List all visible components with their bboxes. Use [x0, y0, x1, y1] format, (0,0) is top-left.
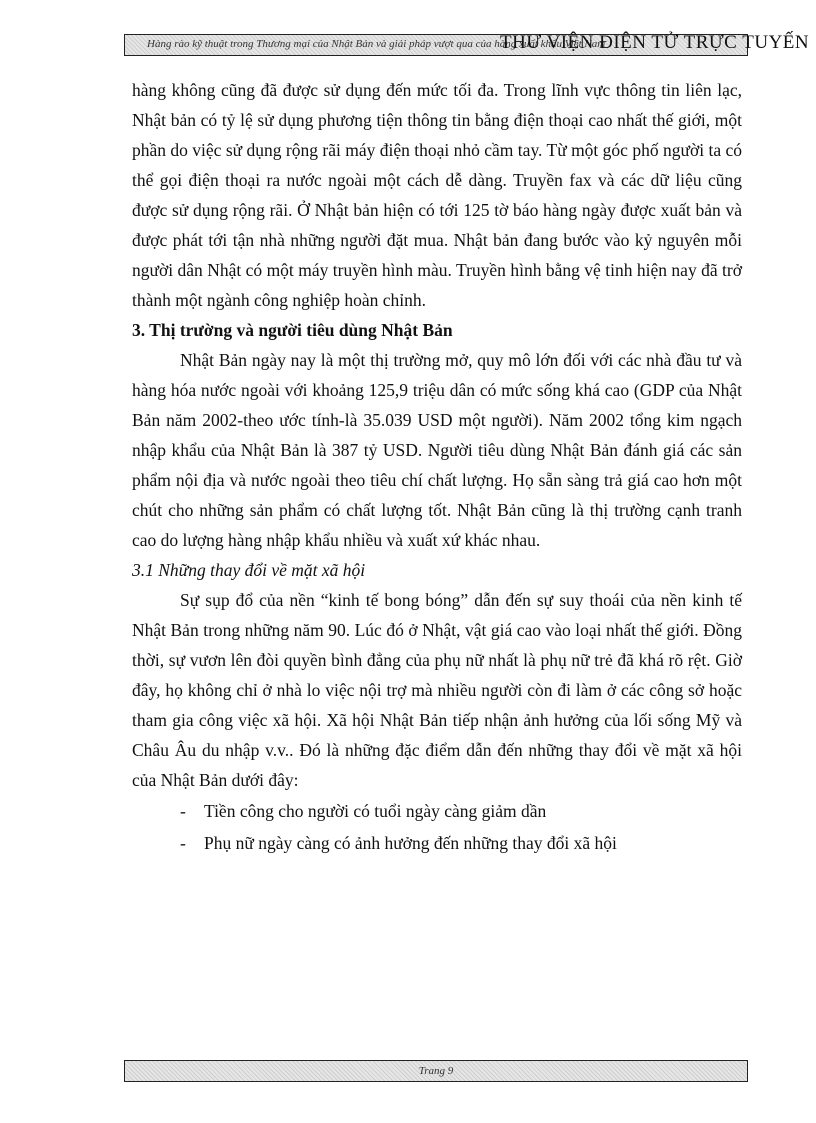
list-item: [132, 795, 742, 827]
page-body: [132, 75, 742, 859]
header-title: Hàng rào kỹ thuật trong Thương mại của Nhật Bản và giải pháp vượt qua của hàng xuất khẩu Việt Nam: [147, 38, 606, 50]
bullet-dash: -: [180, 801, 186, 821]
section-heading-3: 3. Thị trường và người tiêu dùng Nhật Bản: [132, 320, 453, 340]
list-item-text: Phụ nữ ngày càng có ảnh hưởng đến những thay đổi xã hội: [204, 833, 617, 853]
bullet-dash: -: [180, 833, 186, 853]
paragraph-social-changes: Sự sụp đổ của nền “kinh tế bong bóng” dẫn đến sự suy thoái của nền kinh tế Nhật Bản trong những năm 90. Lúc đó ở Nhật, vật giá cao vào loại nhất thế giới. Đồng thời, sự vươn lên đòi quyền bình đẳng của phụ nữ nhất là phụ nữ trẻ đã khá rõ rệt. Giờ đây, họ không chỉ ở nhà lo việc nội trợ mà nhiều người còn đi làm ở các công sở hoặc tham gia công việc xã hội. Xã hội Nhật Bản tiếp nhận ảnh hưởng của lối sống Mỹ và Châu Âu du nhập v.v.. Đó là những đặc điểm dẫn đến những thay đổi về mặt xã hội của Nhật Bản dưới đây:: [132, 590, 742, 790]
page-number: Trang 9: [418, 1065, 454, 1077]
subsection-heading-3-1: 3.1 Những thay đổi về mặt xã hội: [132, 560, 366, 580]
paragraph-telecom: hàng không cũng đã được sử dụng đến mức tối đa. Trong lĩnh vực thông tin liên lạc, Nhật bản có tỷ lệ sử dụng phương tiện thông tin bằng điện thoại cao nhất thế giới, một phần do việc sử dụng rộng rãi máy điện thoại nhỏ cầm tay. Từ một góc phố người ta có thể gọi điện thoại ra nước ngoài một cách dễ dàng. Truyền fax và các dữ liệu cũng được sử dụng rộng rãi. Ở Nhật bản hiện có tới 125 tờ báo hàng ngày được xuất bản và được phát tới tận nhà những người đặt mua. Nhật bản đang bước vào kỷ nguyên mỗi người dân Nhật có một máy truyền hình màu. Truyền hình bằng vệ tinh hiện nay đã trở thành một ngành công nghiệp hoàn chỉnh.: [132, 80, 742, 310]
social-change-list: [132, 795, 742, 859]
list-item: [132, 827, 742, 859]
list-item-text: Tiền công cho người có tuổi ngày càng giảm dần: [204, 801, 547, 821]
running-footer: [124, 1060, 748, 1082]
library-watermark: THƯ VIỆN ĐIỆN TỬ TRỰC TUYẾN: [500, 32, 810, 53]
paragraph-market: Nhật Bản ngày nay là một thị trường mở, quy mô lớn đối với các nhà đầu tư và hàng hóa nước ngoài với khoảng 125,9 triệu dân có mức sống khá cao (GDP của Nhật Bản năm 2002-theo ước tính-là 35.039 USD một người). Năm 2002 tổng kim ngạch nhập khẩu của Nhật Bản là 387 tỷ USD. Người tiêu dùng Nhật Bản đánh giá các sản phẩm nội địa và nước ngoài theo tiêu chí chất lượng. Họ sẵn sàng trả giá cao hơn một chút cho những sản phẩm có chất lượng tốt. Nhật Bản cũng là thị trường cạnh tranh cao do lượng hàng nhập khẩu nhiều và xuất xứ khác nhau.: [132, 350, 742, 550]
